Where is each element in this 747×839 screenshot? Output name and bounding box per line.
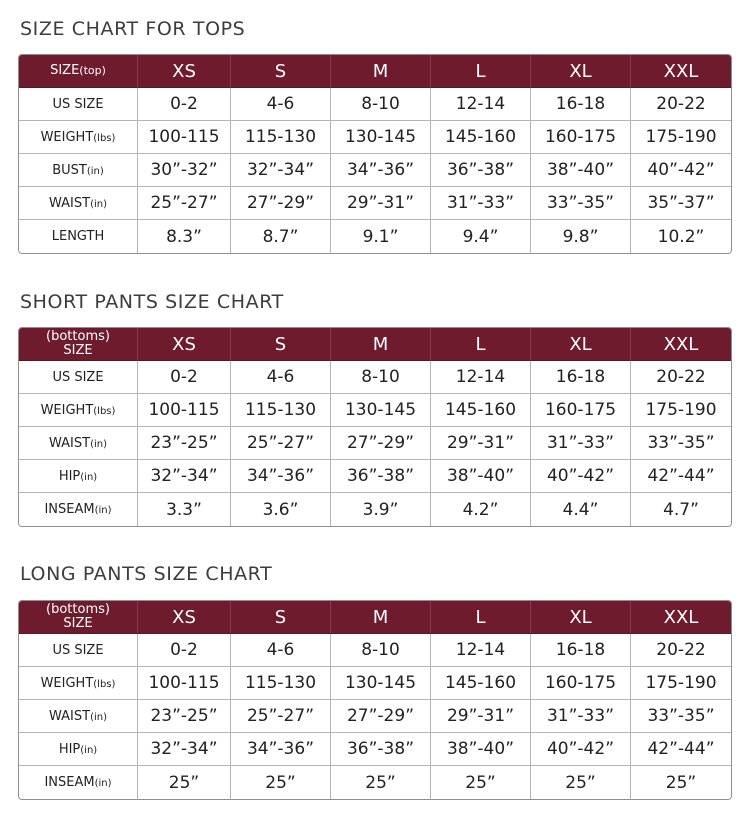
table-cell: 0-2 (138, 634, 231, 667)
table-cell: 25” (331, 766, 431, 799)
table-cell: 30”-32” (138, 154, 231, 187)
table-cell: 115-130 (231, 394, 331, 427)
table-cell: 34”-36” (231, 733, 331, 766)
row-unit: (lbs) (93, 132, 116, 144)
table-cell: 34”-36” (331, 154, 431, 187)
table-cell: 38”-40” (531, 154, 631, 187)
table-cell: 4-6 (231, 361, 331, 394)
table-cell: 25”-27” (231, 427, 331, 460)
table-cell: 145-160 (431, 394, 531, 427)
table-row (19, 154, 731, 187)
table-cell: 8-10 (331, 634, 431, 667)
table-cell: 25” (431, 766, 531, 799)
row-label (19, 634, 138, 667)
table-cell: 42”-44” (631, 460, 731, 493)
table-cell: 160-175 (531, 121, 631, 154)
row-label-text: LENGTH (51, 229, 105, 244)
table-cell: 145-160 (431, 667, 531, 700)
row-label-text: US SIZE (52, 96, 104, 112)
corner-main: SIZE (63, 343, 93, 358)
table-cell: 40”-42” (531, 733, 631, 766)
table-cell: 25” (138, 766, 231, 799)
table-cell: 27”-29” (331, 700, 431, 733)
table-cell: 10.2” (631, 220, 731, 253)
corner-main: SIZE (63, 616, 93, 631)
row-label-text: WAIST (49, 708, 91, 724)
row-label-text: HIP (58, 741, 81, 757)
table-cell: 8-10 (331, 361, 431, 394)
size-header-xl: XL (531, 601, 631, 634)
size-header-xl: XL (531, 328, 631, 361)
table-cell: 25”-27” (231, 700, 331, 733)
table-cell: 9.8” (531, 220, 631, 253)
size-header-m: M (331, 55, 431, 88)
corner-unit: (bottoms) (46, 602, 110, 617)
row-unit: (in) (86, 165, 104, 177)
table-cell: 0-2 (138, 88, 231, 121)
table-cell: 16-18 (531, 361, 631, 394)
table-cell: 36”-38” (331, 733, 431, 766)
table-header-row (19, 55, 731, 88)
row-unit: (in) (94, 778, 112, 789)
size-header-xs: XS (138, 55, 231, 88)
table-cell: 100-115 (138, 121, 231, 154)
row-label-text: WEIGHT (40, 129, 94, 145)
table-cell: 160-175 (531, 394, 631, 427)
row-label (19, 121, 138, 154)
row-label-text: US SIZE (52, 642, 104, 658)
table-cell: 115-130 (231, 667, 331, 700)
size-header-l: L (431, 601, 531, 634)
table-cell: 0-2 (138, 361, 231, 394)
row-label-text: WEIGHT (40, 675, 94, 691)
size-header-xxl: XXL (631, 601, 731, 634)
size-header-s: S (231, 601, 331, 634)
row-label (19, 361, 138, 394)
table-cell: 38”-40” (431, 733, 531, 766)
table-cell: 8-10 (331, 88, 431, 121)
table-cell: 33”-35” (531, 187, 631, 220)
table-cell: 4.2” (431, 493, 531, 526)
table-cell: 36”-38” (431, 154, 531, 187)
table-cell: 34”-36” (231, 460, 331, 493)
table-row (19, 667, 731, 700)
table-cell: 40”-42” (631, 154, 731, 187)
size-header-xl: XL (531, 55, 631, 88)
table-cell: 12-14 (431, 88, 531, 121)
size-header-m: M (331, 601, 431, 634)
table-row (19, 700, 731, 733)
table-cell: 12-14 (431, 361, 531, 394)
row-label (19, 88, 138, 121)
table-cell: 20-22 (631, 361, 731, 394)
table-cell: 29”-31” (431, 700, 531, 733)
table-cell: 175-190 (631, 394, 731, 427)
table-cell: 27”-29” (331, 427, 431, 460)
table-row (19, 766, 731, 799)
size-header-xxl: XXL (631, 55, 731, 88)
table-header-row (19, 328, 731, 361)
table-cell: 31”-33” (531, 700, 631, 733)
row-unit: (lbs) (93, 678, 116, 690)
corner-cell (19, 601, 138, 634)
tops-size-table (18, 54, 732, 254)
table-row (19, 361, 731, 394)
table-row (19, 427, 731, 460)
table-cell: 25” (631, 766, 731, 799)
table-cell: 130-145 (331, 394, 431, 427)
table-cell: 115-130 (231, 121, 331, 154)
table-cell: 3.9” (331, 493, 431, 526)
table-cell: 16-18 (531, 634, 631, 667)
table-cell: 31”-33” (531, 427, 631, 460)
row-unit: (lbs) (93, 405, 116, 417)
table-cell: 4-6 (231, 88, 331, 121)
table-cell: 3.3” (138, 493, 231, 526)
row-label-text: WAIST (49, 435, 91, 451)
row-unit: (in) (80, 471, 98, 483)
table-cell: 25” (231, 766, 331, 799)
table-row (19, 493, 731, 526)
size-header-l: L (431, 328, 531, 361)
table-cell: 29”-31” (331, 187, 431, 220)
table-cell: 23”-25” (138, 427, 231, 460)
table-cell: 4.7” (631, 493, 731, 526)
table-cell: 31”-33” (431, 187, 531, 220)
row-label-text: BUST (52, 162, 87, 178)
table-row (19, 460, 731, 493)
table-row (19, 121, 731, 154)
row-label (19, 187, 138, 220)
row-label (19, 460, 138, 493)
row-label (19, 700, 138, 733)
size-header-l: L (431, 55, 531, 88)
row-label (19, 220, 138, 253)
table-row (19, 187, 731, 220)
table-cell: 35”-37” (631, 187, 731, 220)
table-row (19, 634, 731, 667)
row-label-text: HIP (58, 468, 81, 484)
table-cell: 32”-34” (231, 154, 331, 187)
corner-unit: (bottoms) (46, 329, 110, 344)
short-pants-title: SHORT PANTS SIZE CHART (20, 291, 284, 313)
size-header-xs: XS (138, 328, 231, 361)
table-cell: 4.4” (531, 493, 631, 526)
size-header-xxl: XXL (631, 328, 731, 361)
table-cell: 33”-35” (631, 700, 731, 733)
table-cell: 8.3” (138, 220, 231, 253)
table-cell: 12-14 (431, 634, 531, 667)
tops-title: SIZE CHART FOR TOPS (20, 18, 246, 40)
row-label-text: US SIZE (52, 369, 104, 385)
table-cell: 145-160 (431, 121, 531, 154)
row-label (19, 394, 138, 427)
table-cell: 33”-35” (631, 427, 731, 460)
row-label-text: INSEAM (44, 775, 95, 790)
size-header-s: S (231, 328, 331, 361)
table-cell: 100-115 (138, 394, 231, 427)
row-label (19, 427, 138, 460)
row-label-text: WAIST (49, 195, 91, 211)
table-cell: 23”-25” (138, 700, 231, 733)
row-label (19, 493, 138, 526)
table-cell: 175-190 (631, 121, 731, 154)
table-cell: 130-145 (331, 667, 431, 700)
row-unit: (in) (94, 505, 112, 516)
row-label (19, 154, 138, 187)
table-row (19, 394, 731, 427)
table-cell: 9.4” (431, 220, 531, 253)
table-cell: 29”-31” (431, 427, 531, 460)
corner-unit: (top) (79, 64, 106, 77)
corner-cell (19, 55, 138, 88)
long-pants-size-table (18, 600, 732, 800)
table-cell: 20-22 (631, 634, 731, 667)
table-cell: 27”-29” (231, 187, 331, 220)
table-cell: 3.6” (231, 493, 331, 526)
size-header-m: M (331, 328, 431, 361)
row-label-text: WEIGHT (40, 402, 94, 418)
row-label (19, 667, 138, 700)
size-header-xs: XS (138, 601, 231, 634)
table-cell: 9.1” (331, 220, 431, 253)
row-label-text: INSEAM (44, 502, 95, 517)
table-cell: 16-18 (531, 88, 631, 121)
table-cell: 8.7” (231, 220, 331, 253)
long-pants-title: LONG PANTS SIZE CHART (20, 563, 273, 585)
table-cell: 4-6 (231, 634, 331, 667)
table-cell: 175-190 (631, 667, 731, 700)
size-header-s: S (231, 55, 331, 88)
table-cell: 36”-38” (331, 460, 431, 493)
table-cell: 25” (531, 766, 631, 799)
table-cell: 40”-42” (531, 460, 631, 493)
table-row (19, 220, 731, 253)
table-cell: 100-115 (138, 667, 231, 700)
table-cell: 25”-27” (138, 187, 231, 220)
row-unit: (in) (90, 711, 107, 723)
table-cell: 38”-40” (431, 460, 531, 493)
row-unit: (in) (90, 198, 107, 210)
row-label (19, 733, 138, 766)
table-cell: 32”-34” (138, 460, 231, 493)
table-cell: 32”-34” (138, 733, 231, 766)
row-unit: (in) (90, 438, 107, 450)
table-header-row (19, 601, 731, 634)
table-row (19, 88, 731, 121)
short-pants-size-table (18, 327, 732, 527)
row-unit: (in) (80, 744, 98, 756)
table-row (19, 733, 731, 766)
corner-main: SIZE (50, 63, 80, 78)
table-cell: 20-22 (631, 88, 731, 121)
table-cell: 130-145 (331, 121, 431, 154)
corner-cell (19, 328, 138, 361)
table-cell: 160-175 (531, 667, 631, 700)
row-label (19, 766, 138, 799)
table-cell: 42”-44” (631, 733, 731, 766)
